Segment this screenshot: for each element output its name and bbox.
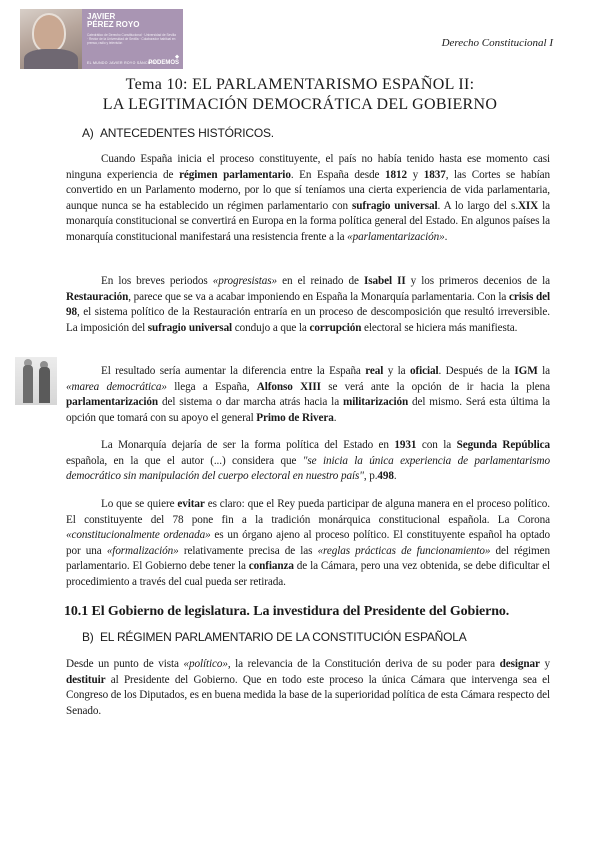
- historical-photo: [15, 357, 57, 405]
- text-run: En los breves periodos: [101, 275, 213, 287]
- banner-tagline: EL MUNDO JAVIER ROYO SÁNCHEZ: [87, 61, 156, 65]
- bold-term: Isabel II: [363, 275, 406, 287]
- text-run: del régimen parlamentario. El Gobierno debe tener la: [66, 544, 550, 573]
- text-run: y: [406, 168, 424, 181]
- bold-term: confianza: [248, 560, 294, 573]
- text-run: se verá ante la opción de ir hacia la plena: [320, 380, 550, 393]
- bold-term: destituir: [66, 673, 106, 686]
- italic-quote: «reglas prácticas de funcionamiento»: [317, 544, 491, 557]
- bold-term: militarización: [342, 396, 409, 409]
- text-run: en el reinado de: [277, 275, 364, 287]
- text-run: .: [444, 230, 448, 243]
- text-run: es claro: que el Rey pueda participar de alguna manera en el proceso político. El constituyente del 78 pone fin a la tradición monárquica constitucional española. La Corona: [66, 498, 550, 526]
- bold-term: sufragio universal: [351, 199, 438, 212]
- text-run: y los primeros decenios de la: [405, 275, 550, 287]
- section-b-letter: B): [82, 630, 94, 644]
- paragraph-6: [66, 657, 550, 719]
- text-run: , parece que se va a acabar imponiendo en España la Monarquía parlamentaria. Con la: [128, 290, 510, 303]
- paragraph-2: [66, 274, 550, 336]
- bold-term: crisis del 98: [66, 290, 551, 319]
- text-run: la: [537, 365, 550, 377]
- text-run: , p.: [363, 470, 378, 483]
- bold-term: XIX: [517, 199, 539, 212]
- text-run: relativamente precisa de las: [178, 544, 318, 557]
- text-run: la monarquía constitucional se convertirá en Europa en la forma política general del Estado. En algunos países la monarquía constitucional manifestará una resistencia frente a la: [66, 199, 550, 243]
- section-a-letter: A): [82, 126, 94, 140]
- text-run: El resultado sería aumentar la diferencia entre la España: [101, 365, 366, 377]
- bold-term: corrupción: [309, 321, 362, 334]
- bold-term: real: [365, 365, 384, 377]
- bold-term: 1837: [423, 168, 446, 181]
- text-run: de la Cámara, pero una vez obtenida, se debe dificultar el procedimiento a través del cual pueda ser retirada.: [66, 560, 550, 588]
- bold-term: 498: [377, 470, 394, 483]
- italic-quote: «formalización»: [106, 544, 179, 557]
- paragraph-5: [66, 497, 550, 591]
- italic-quote: «progresistas»: [212, 275, 278, 287]
- text-run: con la: [416, 439, 457, 451]
- text-run: electoral se hiciera más manifiesta.: [361, 321, 518, 334]
- text-run: llega a España,: [166, 380, 257, 393]
- title-line-2: LA LEGITIMACIÓN DEMOCRÁTICA DEL GOBIERNO: [102, 96, 498, 113]
- bold-term: Restauración: [66, 290, 129, 303]
- bold-term: régimen parlamentario: [179, 168, 291, 181]
- italic-quote: "se inicia la única experiencia de parlamentarismo democrático sin manipulación del cuerpo electoral en nuestro país": [66, 454, 550, 483]
- text-run: .: [393, 470, 397, 483]
- italic-quote: «político»: [183, 658, 228, 670]
- bold-term: sufragio universal: [147, 321, 233, 334]
- page-title: [0, 75, 600, 115]
- bold-term: Segunda República: [456, 439, 551, 451]
- brand-logo: ◆ PODEMOS: [148, 54, 179, 66]
- section-b-heading: [82, 630, 467, 644]
- text-run: del mismo. Será esta última la opción que tomará con su apoyo el general: [66, 396, 550, 424]
- text-run: . A lo largo del s.: [437, 199, 518, 212]
- bold-term: evitar: [177, 498, 205, 510]
- paragraph-4: [66, 438, 550, 485]
- italic-quote: «parlamentarización»: [347, 230, 445, 243]
- text-run: , las Cortes se habían convertido en un Parlamento moderno, por lo que sí teníamos una cierta experiencia de vida parlamentaria, aunque nunca se ha establecido un régimen parlamentario con: [66, 168, 551, 212]
- text-run: es un órgano ajeno al proceso político. El constituyente español ha optado por una: [66, 529, 550, 557]
- text-run: , la relevancia de la Constitución deriva de su poder para: [227, 658, 500, 670]
- bold-term: IGM: [514, 365, 538, 377]
- header-subject: Derecho Constitucional I: [441, 37, 553, 49]
- author-name: JAVIER PÉREZ ROYO: [87, 12, 140, 29]
- text-run: al Presidente del Gobierno. Que en todo este proceso la única Cámara que intervenga sea el Congreso de los Diputados, es en buena medida la base de la superioridad política de esta Cámara respecto del Senado.: [66, 673, 550, 717]
- paragraph-3: [66, 364, 550, 426]
- text-run: . Después de la: [438, 365, 515, 377]
- section-a-label: ANTECEDENTES HISTÓRICOS.: [100, 126, 274, 140]
- section-title: 10.1 El Gobierno de legislatura. La investidura del Presidente del Gobierno.: [64, 604, 510, 619]
- text-run: y: [539, 658, 550, 670]
- italic-quote: «constitucionalmente ordenada»: [66, 529, 211, 542]
- bold-term: 1931: [394, 439, 417, 451]
- text-run: La Monarquía dejaría de ser la forma política del Estado en: [101, 439, 395, 451]
- bold-term: Alfonso XIII: [256, 380, 321, 393]
- author-cv-text: Catedrático de Derecho Constitucional · Universidad de Sevilla · Rector de la Universidad de Sevilla · Colaborador habitual en prensa, radio y televisión: [87, 33, 176, 45]
- text-run: Lo que se quiere: [101, 498, 178, 510]
- text-run: y la: [383, 365, 410, 377]
- bold-term: designar: [499, 658, 540, 670]
- author-photo: [20, 9, 82, 69]
- paragraph-1: [66, 152, 550, 246]
- brand-mark-icon: ◆: [175, 54, 179, 60]
- text-run: condujo a que la: [232, 321, 310, 334]
- section-a-heading: [82, 126, 274, 140]
- text-run: .: [333, 411, 337, 424]
- text-run: . En España desde: [290, 168, 385, 181]
- bold-term: parlamentarización: [66, 396, 159, 409]
- text-run: , el sistema político de la Restauración entraría en un proceso de descomposición que resultó irreversible. La imposición del: [66, 306, 550, 334]
- section-b-label: EL RÉGIMEN PARLAMENTARIO DE LA CONSTITUCIÓN ESPAÑOLA: [100, 630, 467, 644]
- bold-term: 1812: [384, 168, 407, 181]
- italic-quote: «marea democrática»: [66, 380, 167, 393]
- author-banner: [20, 9, 183, 69]
- title-line-1: Tema 10: EL PARLAMENTARISMO ESPAÑOL II:: [125, 76, 475, 93]
- bold-term: oficial: [409, 365, 439, 377]
- text-run: Cuando España inicia el proceso constituyente, el país no había tenido hasta ese momento casi ninguna experiencia de: [66, 153, 550, 181]
- text-run: Desde un punto de vista: [66, 658, 184, 670]
- text-run: del sistema o dar marcha atrás hacia la: [158, 396, 343, 409]
- text-run: española, en la que el autor (...) considera que: [66, 454, 303, 467]
- bold-term: Primo de Rivera: [256, 411, 334, 424]
